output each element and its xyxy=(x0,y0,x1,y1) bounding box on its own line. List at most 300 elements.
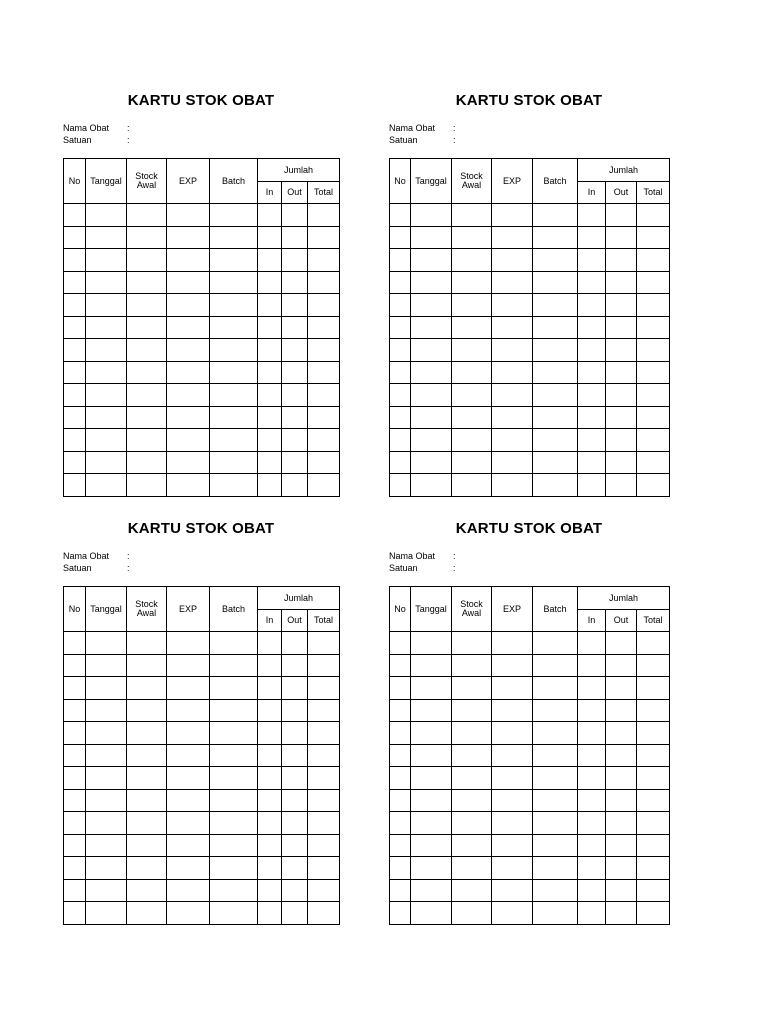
cell-in[interactable] xyxy=(578,677,606,700)
cell-stock-awal[interactable] xyxy=(452,339,492,362)
cell-out[interactable] xyxy=(606,744,637,767)
cell-out[interactable] xyxy=(606,271,637,294)
cell-in[interactable] xyxy=(258,677,282,700)
cell-in[interactable] xyxy=(578,451,606,474)
cell-batch[interactable] xyxy=(533,632,578,655)
cell-stock-awal[interactable] xyxy=(452,812,492,835)
cell-exp[interactable] xyxy=(492,902,533,925)
cell-total[interactable] xyxy=(637,699,670,722)
cell-total[interactable] xyxy=(637,812,670,835)
cell-stock-awal[interactable] xyxy=(452,451,492,474)
cell-exp[interactable] xyxy=(167,654,210,677)
cell-out[interactable] xyxy=(606,294,637,317)
cell-out[interactable] xyxy=(282,834,308,857)
cell-in[interactable] xyxy=(578,316,606,339)
cell-exp[interactable] xyxy=(492,361,533,384)
cell-in[interactable] xyxy=(578,699,606,722)
cell-exp[interactable] xyxy=(492,767,533,790)
cell-exp[interactable] xyxy=(167,451,210,474)
cell-out[interactable] xyxy=(282,294,308,317)
cell-in[interactable] xyxy=(578,204,606,227)
cell-exp[interactable] xyxy=(167,699,210,722)
cell-out[interactable] xyxy=(606,429,637,452)
cell-no[interactable] xyxy=(64,789,86,812)
cell-no[interactable] xyxy=(390,879,411,902)
cell-batch[interactable] xyxy=(533,294,578,317)
cell-no[interactable] xyxy=(390,204,411,227)
cell-no[interactable] xyxy=(390,632,411,655)
cell-batch[interactable] xyxy=(533,677,578,700)
cell-stock-awal[interactable] xyxy=(127,316,167,339)
cell-tanggal[interactable] xyxy=(411,361,452,384)
cell-exp[interactable] xyxy=(492,294,533,317)
cell-in[interactable] xyxy=(258,474,282,497)
cell-tanggal[interactable] xyxy=(86,654,127,677)
cell-total[interactable] xyxy=(637,474,670,497)
cell-exp[interactable] xyxy=(167,632,210,655)
cell-total[interactable] xyxy=(637,834,670,857)
cell-stock-awal[interactable] xyxy=(127,632,167,655)
cell-out[interactable] xyxy=(606,722,637,745)
cell-stock-awal[interactable] xyxy=(127,384,167,407)
cell-exp[interactable] xyxy=(492,429,533,452)
cell-exp[interactable] xyxy=(492,722,533,745)
cell-batch[interactable] xyxy=(210,812,258,835)
cell-exp[interactable] xyxy=(492,204,533,227)
cell-in[interactable] xyxy=(258,789,282,812)
cell-tanggal[interactable] xyxy=(411,249,452,272)
cell-total[interactable] xyxy=(308,699,340,722)
cell-tanggal[interactable] xyxy=(86,271,127,294)
cell-no[interactable] xyxy=(64,384,86,407)
cell-out[interactable] xyxy=(282,429,308,452)
cell-no[interactable] xyxy=(64,204,86,227)
cell-in[interactable] xyxy=(258,204,282,227)
cell-no[interactable] xyxy=(64,316,86,339)
cell-no[interactable] xyxy=(390,902,411,925)
cell-exp[interactable] xyxy=(167,339,210,362)
cell-batch[interactable] xyxy=(210,249,258,272)
cell-in[interactable] xyxy=(258,654,282,677)
cell-no[interactable] xyxy=(64,451,86,474)
cell-in[interactable] xyxy=(258,632,282,655)
cell-stock-awal[interactable] xyxy=(127,406,167,429)
cell-total[interactable] xyxy=(308,361,340,384)
cell-stock-awal[interactable] xyxy=(452,722,492,745)
cell-no[interactable] xyxy=(390,699,411,722)
cell-tanggal[interactable] xyxy=(86,339,127,362)
cell-total[interactable] xyxy=(637,677,670,700)
cell-out[interactable] xyxy=(606,699,637,722)
cell-stock-awal[interactable] xyxy=(127,204,167,227)
cell-out[interactable] xyxy=(606,451,637,474)
cell-in[interactable] xyxy=(258,812,282,835)
cell-batch[interactable] xyxy=(533,812,578,835)
cell-stock-awal[interactable] xyxy=(452,677,492,700)
cell-tanggal[interactable] xyxy=(86,406,127,429)
cell-exp[interactable] xyxy=(167,406,210,429)
cell-tanggal[interactable] xyxy=(86,744,127,767)
cell-stock-awal[interactable] xyxy=(452,857,492,880)
cell-exp[interactable] xyxy=(167,316,210,339)
cell-exp[interactable] xyxy=(492,271,533,294)
cell-in[interactable] xyxy=(258,249,282,272)
cell-batch[interactable] xyxy=(533,384,578,407)
cell-out[interactable] xyxy=(282,339,308,362)
cell-in[interactable] xyxy=(578,226,606,249)
cell-no[interactable] xyxy=(64,406,86,429)
cell-stock-awal[interactable] xyxy=(452,767,492,790)
cell-in[interactable] xyxy=(258,406,282,429)
cell-tanggal[interactable] xyxy=(86,879,127,902)
cell-no[interactable] xyxy=(390,654,411,677)
cell-total[interactable] xyxy=(637,204,670,227)
cell-tanggal[interactable] xyxy=(86,722,127,745)
cell-batch[interactable] xyxy=(210,834,258,857)
cell-stock-awal[interactable] xyxy=(452,902,492,925)
cell-tanggal[interactable] xyxy=(86,429,127,452)
cell-in[interactable] xyxy=(578,879,606,902)
cell-in[interactable] xyxy=(578,744,606,767)
cell-stock-awal[interactable] xyxy=(127,812,167,835)
cell-total[interactable] xyxy=(308,677,340,700)
cell-batch[interactable] xyxy=(533,339,578,362)
cell-stock-awal[interactable] xyxy=(127,789,167,812)
cell-stock-awal[interactable] xyxy=(127,767,167,790)
cell-in[interactable] xyxy=(258,226,282,249)
cell-tanggal[interactable] xyxy=(86,316,127,339)
cell-exp[interactable] xyxy=(167,789,210,812)
cell-batch[interactable] xyxy=(210,384,258,407)
cell-exp[interactable] xyxy=(492,316,533,339)
cell-batch[interactable] xyxy=(210,271,258,294)
cell-exp[interactable] xyxy=(492,474,533,497)
cell-tanggal[interactable] xyxy=(86,294,127,317)
cell-total[interactable] xyxy=(637,767,670,790)
cell-tanggal[interactable] xyxy=(86,834,127,857)
cell-batch[interactable] xyxy=(210,474,258,497)
cell-exp[interactable] xyxy=(167,429,210,452)
cell-total[interactable] xyxy=(308,767,340,790)
cell-batch[interactable] xyxy=(210,654,258,677)
cell-total[interactable] xyxy=(637,632,670,655)
cell-exp[interactable] xyxy=(167,834,210,857)
cell-no[interactable] xyxy=(390,249,411,272)
cell-total[interactable] xyxy=(637,249,670,272)
cell-stock-awal[interactable] xyxy=(127,857,167,880)
cell-no[interactable] xyxy=(64,879,86,902)
cell-stock-awal[interactable] xyxy=(452,429,492,452)
cell-batch[interactable] xyxy=(533,226,578,249)
cell-exp[interactable] xyxy=(167,204,210,227)
cell-no[interactable] xyxy=(64,857,86,880)
cell-batch[interactable] xyxy=(533,316,578,339)
cell-no[interactable] xyxy=(390,767,411,790)
cell-out[interactable] xyxy=(606,339,637,362)
cell-total[interactable] xyxy=(637,857,670,880)
cell-no[interactable] xyxy=(390,429,411,452)
cell-total[interactable] xyxy=(637,451,670,474)
cell-tanggal[interactable] xyxy=(86,812,127,835)
cell-tanggal[interactable] xyxy=(411,699,452,722)
cell-batch[interactable] xyxy=(210,294,258,317)
cell-out[interactable] xyxy=(606,834,637,857)
cell-out[interactable] xyxy=(282,632,308,655)
cell-tanggal[interactable] xyxy=(86,699,127,722)
cell-out[interactable] xyxy=(282,406,308,429)
cell-out[interactable] xyxy=(282,204,308,227)
cell-in[interactable] xyxy=(258,451,282,474)
cell-out[interactable] xyxy=(282,812,308,835)
cell-exp[interactable] xyxy=(167,857,210,880)
cell-exp[interactable] xyxy=(492,406,533,429)
cell-no[interactable] xyxy=(390,722,411,745)
cell-out[interactable] xyxy=(282,474,308,497)
cell-no[interactable] xyxy=(64,474,86,497)
cell-batch[interactable] xyxy=(533,722,578,745)
cell-in[interactable] xyxy=(578,654,606,677)
cell-out[interactable] xyxy=(282,902,308,925)
cell-out[interactable] xyxy=(606,857,637,880)
cell-out[interactable] xyxy=(282,857,308,880)
cell-batch[interactable] xyxy=(533,699,578,722)
cell-total[interactable] xyxy=(637,271,670,294)
cell-batch[interactable] xyxy=(210,767,258,790)
cell-stock-awal[interactable] xyxy=(127,361,167,384)
cell-no[interactable] xyxy=(390,316,411,339)
cell-in[interactable] xyxy=(578,474,606,497)
cell-in[interactable] xyxy=(578,361,606,384)
cell-total[interactable] xyxy=(637,384,670,407)
cell-in[interactable] xyxy=(578,632,606,655)
cell-batch[interactable] xyxy=(210,316,258,339)
cell-stock-awal[interactable] xyxy=(452,632,492,655)
cell-in[interactable] xyxy=(578,812,606,835)
cell-exp[interactable] xyxy=(167,767,210,790)
cell-batch[interactable] xyxy=(210,722,258,745)
cell-tanggal[interactable] xyxy=(411,654,452,677)
cell-batch[interactable] xyxy=(210,339,258,362)
cell-out[interactable] xyxy=(606,632,637,655)
cell-exp[interactable] xyxy=(492,632,533,655)
cell-stock-awal[interactable] xyxy=(452,654,492,677)
cell-tanggal[interactable] xyxy=(86,474,127,497)
cell-stock-awal[interactable] xyxy=(127,677,167,700)
cell-tanggal[interactable] xyxy=(411,474,452,497)
cell-batch[interactable] xyxy=(533,474,578,497)
cell-exp[interactable] xyxy=(167,271,210,294)
cell-out[interactable] xyxy=(606,384,637,407)
cell-in[interactable] xyxy=(258,902,282,925)
cell-out[interactable] xyxy=(282,361,308,384)
cell-stock-awal[interactable] xyxy=(127,271,167,294)
cell-batch[interactable] xyxy=(210,699,258,722)
cell-stock-awal[interactable] xyxy=(127,249,167,272)
cell-no[interactable] xyxy=(390,677,411,700)
cell-tanggal[interactable] xyxy=(411,812,452,835)
cell-tanggal[interactable] xyxy=(411,632,452,655)
cell-stock-awal[interactable] xyxy=(127,451,167,474)
cell-no[interactable] xyxy=(64,361,86,384)
cell-no[interactable] xyxy=(390,294,411,317)
cell-out[interactable] xyxy=(606,406,637,429)
cell-stock-awal[interactable] xyxy=(127,722,167,745)
cell-no[interactable] xyxy=(390,361,411,384)
cell-total[interactable] xyxy=(308,879,340,902)
cell-tanggal[interactable] xyxy=(411,789,452,812)
cell-batch[interactable] xyxy=(210,429,258,452)
cell-tanggal[interactable] xyxy=(86,767,127,790)
cell-exp[interactable] xyxy=(492,789,533,812)
cell-batch[interactable] xyxy=(533,406,578,429)
cell-out[interactable] xyxy=(606,316,637,339)
cell-in[interactable] xyxy=(578,429,606,452)
cell-stock-awal[interactable] xyxy=(452,744,492,767)
cell-exp[interactable] xyxy=(492,857,533,880)
cell-batch[interactable] xyxy=(210,406,258,429)
cell-stock-awal[interactable] xyxy=(127,474,167,497)
cell-tanggal[interactable] xyxy=(411,429,452,452)
cell-in[interactable] xyxy=(578,294,606,317)
cell-total[interactable] xyxy=(308,271,340,294)
cell-out[interactable] xyxy=(606,677,637,700)
cell-in[interactable] xyxy=(578,902,606,925)
cell-tanggal[interactable] xyxy=(411,384,452,407)
cell-in[interactable] xyxy=(258,339,282,362)
cell-tanggal[interactable] xyxy=(86,789,127,812)
cell-out[interactable] xyxy=(606,474,637,497)
cell-batch[interactable] xyxy=(533,834,578,857)
cell-stock-awal[interactable] xyxy=(452,699,492,722)
cell-batch[interactable] xyxy=(533,902,578,925)
cell-batch[interactable] xyxy=(533,789,578,812)
cell-no[interactable] xyxy=(390,384,411,407)
cell-exp[interactable] xyxy=(492,226,533,249)
cell-total[interactable] xyxy=(637,654,670,677)
cell-in[interactable] xyxy=(258,879,282,902)
cell-no[interactable] xyxy=(390,474,411,497)
cell-out[interactable] xyxy=(606,879,637,902)
cell-no[interactable] xyxy=(390,789,411,812)
cell-total[interactable] xyxy=(637,406,670,429)
cell-batch[interactable] xyxy=(533,204,578,227)
cell-total[interactable] xyxy=(308,204,340,227)
cell-exp[interactable] xyxy=(167,677,210,700)
cell-in[interactable] xyxy=(258,316,282,339)
cell-tanggal[interactable] xyxy=(411,677,452,700)
cell-stock-awal[interactable] xyxy=(452,249,492,272)
cell-stock-awal[interactable] xyxy=(452,271,492,294)
cell-batch[interactable] xyxy=(210,632,258,655)
cell-in[interactable] xyxy=(578,249,606,272)
cell-stock-awal[interactable] xyxy=(452,204,492,227)
cell-no[interactable] xyxy=(64,812,86,835)
cell-batch[interactable] xyxy=(210,902,258,925)
cell-total[interactable] xyxy=(308,294,340,317)
cell-total[interactable] xyxy=(637,879,670,902)
cell-total[interactable] xyxy=(308,249,340,272)
cell-out[interactable] xyxy=(282,226,308,249)
cell-out[interactable] xyxy=(282,722,308,745)
cell-no[interactable] xyxy=(64,429,86,452)
cell-total[interactable] xyxy=(637,361,670,384)
cell-tanggal[interactable] xyxy=(86,361,127,384)
cell-out[interactable] xyxy=(282,879,308,902)
cell-stock-awal[interactable] xyxy=(452,316,492,339)
cell-stock-awal[interactable] xyxy=(452,406,492,429)
cell-tanggal[interactable] xyxy=(411,316,452,339)
cell-no[interactable] xyxy=(64,767,86,790)
cell-exp[interactable] xyxy=(492,451,533,474)
cell-exp[interactable] xyxy=(167,384,210,407)
cell-batch[interactable] xyxy=(533,271,578,294)
cell-total[interactable] xyxy=(637,316,670,339)
cell-total[interactable] xyxy=(637,789,670,812)
cell-total[interactable] xyxy=(308,654,340,677)
cell-out[interactable] xyxy=(282,699,308,722)
cell-batch[interactable] xyxy=(210,677,258,700)
cell-exp[interactable] xyxy=(167,294,210,317)
cell-no[interactable] xyxy=(64,271,86,294)
cell-stock-awal[interactable] xyxy=(452,879,492,902)
cell-total[interactable] xyxy=(308,789,340,812)
cell-stock-awal[interactable] xyxy=(127,744,167,767)
cell-in[interactable] xyxy=(578,406,606,429)
cell-stock-awal[interactable] xyxy=(452,834,492,857)
cell-in[interactable] xyxy=(258,294,282,317)
cell-no[interactable] xyxy=(390,812,411,835)
cell-stock-awal[interactable] xyxy=(452,474,492,497)
cell-tanggal[interactable] xyxy=(411,226,452,249)
cell-no[interactable] xyxy=(64,654,86,677)
cell-exp[interactable] xyxy=(492,654,533,677)
cell-total[interactable] xyxy=(308,339,340,362)
cell-no[interactable] xyxy=(64,677,86,700)
cell-out[interactable] xyxy=(606,789,637,812)
cell-total[interactable] xyxy=(637,339,670,362)
cell-exp[interactable] xyxy=(492,384,533,407)
cell-in[interactable] xyxy=(258,699,282,722)
cell-no[interactable] xyxy=(390,339,411,362)
cell-out[interactable] xyxy=(282,271,308,294)
cell-tanggal[interactable] xyxy=(411,879,452,902)
cell-in[interactable] xyxy=(578,789,606,812)
cell-total[interactable] xyxy=(308,384,340,407)
cell-total[interactable] xyxy=(637,226,670,249)
cell-total[interactable] xyxy=(308,834,340,857)
cell-total[interactable] xyxy=(308,722,340,745)
cell-batch[interactable] xyxy=(210,879,258,902)
cell-batch[interactable] xyxy=(533,857,578,880)
cell-total[interactable] xyxy=(308,226,340,249)
cell-batch[interactable] xyxy=(533,767,578,790)
cell-in[interactable] xyxy=(258,271,282,294)
cell-total[interactable] xyxy=(308,316,340,339)
cell-out[interactable] xyxy=(606,204,637,227)
cell-tanggal[interactable] xyxy=(411,767,452,790)
cell-exp[interactable] xyxy=(167,361,210,384)
cell-batch[interactable] xyxy=(533,451,578,474)
cell-total[interactable] xyxy=(308,632,340,655)
cell-total[interactable] xyxy=(308,902,340,925)
cell-no[interactable] xyxy=(390,451,411,474)
cell-out[interactable] xyxy=(282,767,308,790)
cell-out[interactable] xyxy=(606,226,637,249)
cell-no[interactable] xyxy=(390,857,411,880)
cell-batch[interactable] xyxy=(210,744,258,767)
cell-no[interactable] xyxy=(390,834,411,857)
cell-in[interactable] xyxy=(578,271,606,294)
